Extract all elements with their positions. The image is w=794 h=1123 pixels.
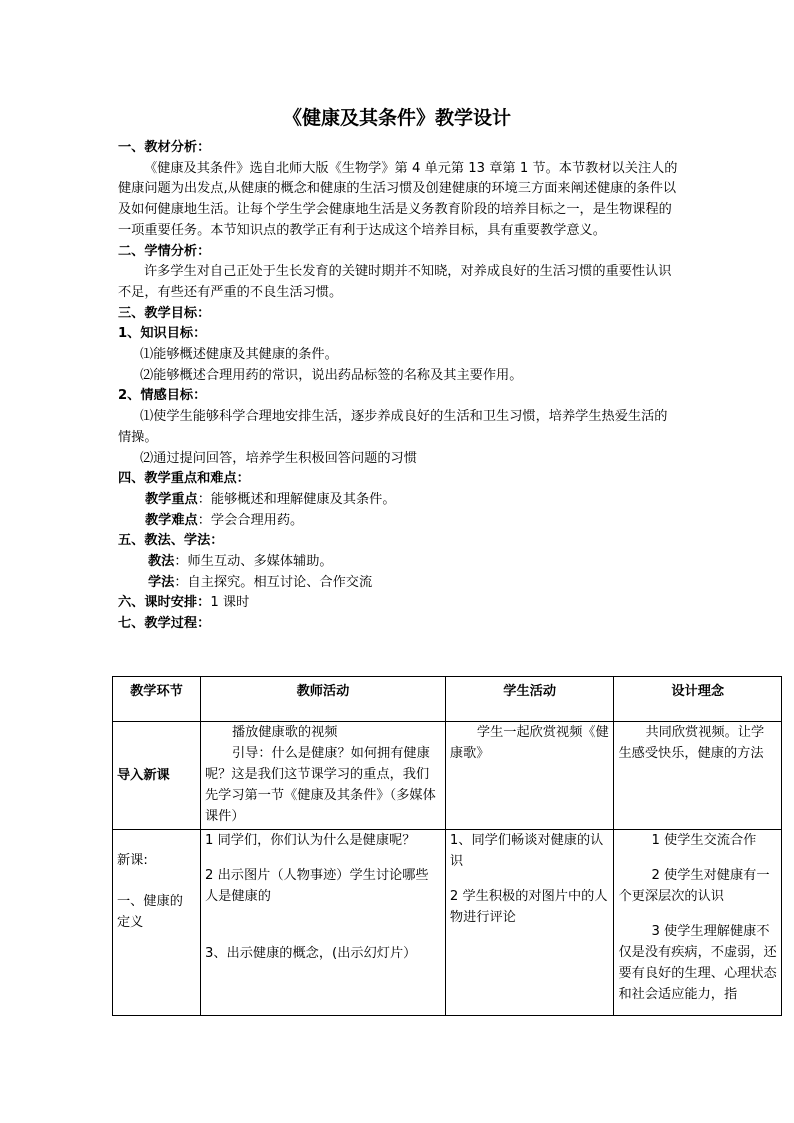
newlesson-stage-cell [113, 830, 201, 1016]
section-heading-process: 七、教学过程： [118, 616, 211, 632]
key-point-label: 教学重点 [145, 491, 198, 507]
section-heading-keypoints: 四、教学重点和难点： [118, 471, 250, 487]
newlesson-concept-1: 1 使学生交流合作 [651, 833, 757, 848]
header-teacher-activity: 教师活动 [200, 677, 445, 722]
newlesson-subtopic: 一、健康的定义 [117, 894, 183, 930]
emotion-objectives-heading: 2、情感目标： [118, 388, 207, 404]
knowledge-objectives-heading: 1、知识目标： [118, 326, 207, 342]
learning-method-text: ：自主探究。相互讨论、合作交流 [174, 574, 373, 590]
section-heading-students: 二、学情分析： [118, 243, 211, 259]
emotion-objective-1: ⑴使学生能够科学合理地安排生活，逐步养成良好的生活和卫生习惯，培养学生热爱生活的情操。 [118, 409, 668, 445]
table-row [113, 722, 782, 830]
key-point-text: ：能够概述和理解健康及其条件。 [197, 491, 396, 507]
student-analysis-text: 许多学生对自己正处于生长发育的关键时期并不知晓，对养成良好的生活习惯的重要性认识不足，有些还有严重的不良生活习惯。 [118, 264, 672, 300]
difficult-point-label: 教学难点 [145, 512, 198, 528]
document-title: 《健康及其条件》教学设计 [282, 107, 511, 129]
spacer [117, 871, 196, 891]
key-point-line [118, 490, 680, 511]
learning-method-line [118, 573, 680, 594]
newlesson-student-1: 1、同学们畅谈对健康的认识 [449, 833, 604, 869]
section-heading-objectives: 三、教学目标： [118, 305, 211, 321]
section-heading-methods: 五、教法、学法： [118, 533, 224, 549]
textbook-analysis-text: 《健康及其条件》选自北师大版《生物学》第 4 单元第 13 章第 1 节。本节教材以关注人的健康问题为出发点,从健康的概念和健康的生活习惯及创建健康的环境三方面来阐述健康的条件以及如何健康地生活。让每个学生学会健康地生活是义务教育阶段的培养目标之一，是生物课程的一项重要任务。本节知识点的教学正有利于达成这个培养目标，具有重要教学意义。 [118, 160, 678, 238]
header-design-concept: 设计理念 [614, 677, 782, 722]
spacer [618, 851, 777, 865]
teaching-method-text: ：师生互动、多媒体辅助。 [174, 554, 333, 570]
learning-method-label: 学法 [148, 574, 175, 590]
class-hours-line [118, 593, 680, 614]
newlesson-concept-2: 2 使学生对健康有一个更深层次的认识 [618, 868, 770, 904]
header-student-activity: 学生活动 [445, 677, 614, 722]
difficult-point-line [118, 511, 680, 532]
newlesson-student-cell [445, 830, 614, 1016]
newlesson-concept-3: 3 使学生理解健康不仅是没有疾病，不虚弱，还要有良好的生理、心理状态和社会适应能力，指 [618, 924, 777, 1002]
spacer [450, 872, 610, 886]
emotion-objective-2: ⑵通过提问回答，培养学生积极回答问题的习惯 [140, 450, 417, 466]
newlesson-teacher-cell [200, 830, 445, 1016]
intro-teacher-line-2: 引导：什么是健康？如何拥有健康呢？这是我们这节课学习的重点，我们先学习第一节《健康及其条件》（多媒体课件） [204, 746, 436, 824]
knowledge-objective-1: ⑴能够概述健康及其健康的条件。 [140, 347, 338, 363]
section-heading-textbook: 一、教材分析： [118, 140, 211, 155]
table-header-row [113, 677, 782, 722]
spacer [205, 907, 441, 943]
teaching-process-table [112, 676, 782, 1016]
intro-student-text: 学生一起欣赏视频《健康歌》 [449, 725, 609, 761]
section-heading-hours: 六、课时安排： [118, 595, 211, 611]
intro-teacher-line-1: 播放健康歌的视频 [231, 725, 338, 740]
intro-concept-text: 共同欣赏视频。让学生感受快乐，健康的方法 [618, 725, 765, 761]
difficult-point-text: ：学会合理用药。 [197, 512, 304, 528]
header-stage: 教学环节 [113, 677, 201, 722]
newlesson-teacher-1: 1 同学们，你们认为什么是健康呢？ [204, 833, 416, 848]
intro-teacher-cell [200, 722, 445, 830]
intro-student-cell [445, 722, 614, 830]
spacer [618, 907, 777, 921]
newlesson-concept-cell [614, 830, 782, 1016]
newlesson-stage-label: 新课: [117, 853, 148, 868]
document-body [118, 138, 680, 635]
newlesson-teacher-2: 2 出示图片（人物事迹）学生讨论哪些人是健康的 [204, 868, 429, 904]
newlesson-teacher-3: 3、出示健康的概念，(出示幻灯片） [204, 946, 417, 961]
spacer [205, 851, 441, 865]
teaching-method-line [118, 552, 680, 573]
table-row [113, 830, 782, 1016]
class-hours-text: 1 课时 [210, 595, 250, 611]
teaching-method-label: 教法 [148, 554, 175, 570]
intro-concept-cell [614, 722, 782, 830]
intro-stage-cell: 导入新课 [113, 722, 201, 830]
newlesson-student-2: 2 学生积极的对图片中的人物进行评论 [449, 889, 608, 925]
knowledge-objective-2: ⑵能够概述合理用药的常识，说出药品标签的名称及其主要作用。 [140, 367, 523, 383]
